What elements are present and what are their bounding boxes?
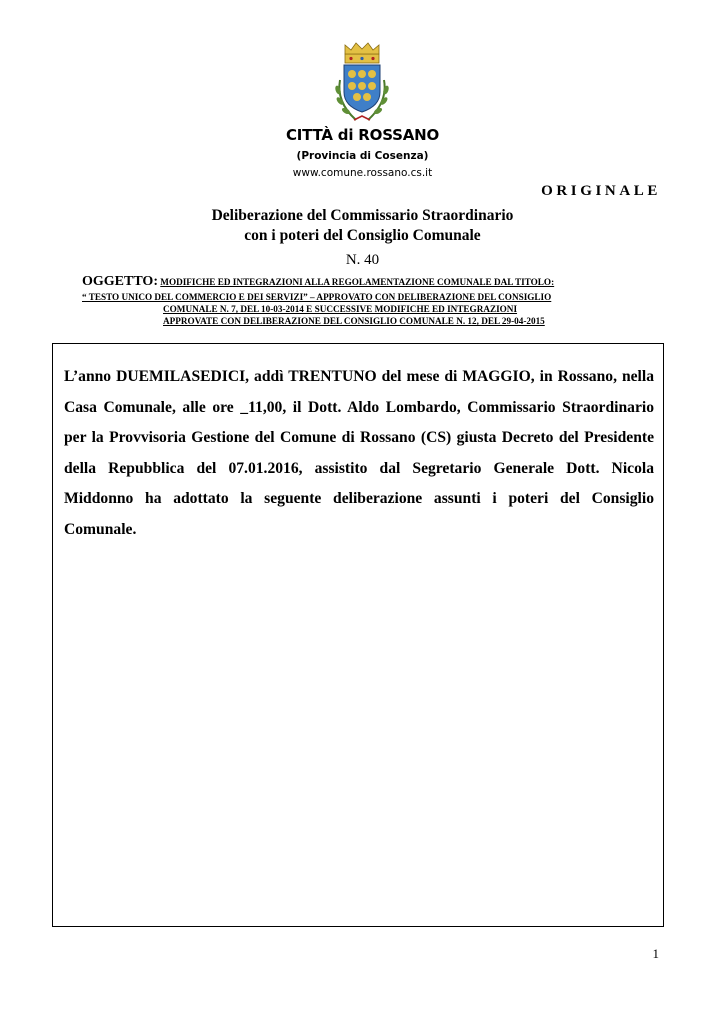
province-name: (Provincia di Cosenza) — [296, 150, 429, 162]
body-paragraph: L’anno DUEMILASEDICI, addì TRENTUNO del mese di MAGGIO, in Rossano, nella Casa Comunale, alle ore _11,00, il Dott. Aldo Lombardo, Commissario Straordinario per la Provvisoria Gestione del Comune di Rossano (CS) giusta Decreto del Presidente della Repubblica del 07.01.2016, assistito dal Segretario Generale Dott. Nicola Middonno ha adottato la seguente deliberazione assunti i poteri del Consiglio Comunale. — [64, 368, 654, 538]
deliberation-title-line-1: Deliberazione del Commissario Straordinario — [211, 207, 514, 224]
page-number: 1 — [652, 946, 659, 961]
subject-text-4: APPROVATE CON DELIBERAZIONE DEL CONSIGLIO COMUNALE N. 12, DEL 29-04-2015 — [163, 316, 545, 326]
deliberation-number: N. 40 — [345, 252, 380, 268]
subject-text-3: COMUNALE N. 7, DEL 10-03-2014 E SUCCESSIVE MODIFICHE ED INTEGRAZIONI — [163, 304, 518, 314]
subject-text-1: MODIFICHE ED INTEGRAZIONI ALLA REGOLAMENTAZIONE COMUNALE DAL TITOLO: — [160, 277, 555, 287]
subject-text-2: “ TESTO UNICO DEL COMMERCIO E DEI SERVIZI” – APPROVATO CON DELIBERAZIONE DEL CONSIGLIO — [82, 292, 552, 302]
document-status: ORIGINALE — [541, 183, 661, 199]
city-name: CITTÀ di ROSSANO — [285, 126, 440, 144]
website-link[interactable]: www.comune.rossano.cs.it — [292, 167, 433, 179]
subject-label: OGGETTO: — [82, 274, 158, 289]
subject-line-1 — [82, 274, 554, 290]
deliberation-title — [0, 206, 725, 246]
deliberation-body-box — [52, 343, 664, 927]
city-coat-of-arms-icon — [330, 40, 394, 130]
deliberation-title-line-2: con i poteri del Consiglio Comunale — [244, 227, 481, 244]
